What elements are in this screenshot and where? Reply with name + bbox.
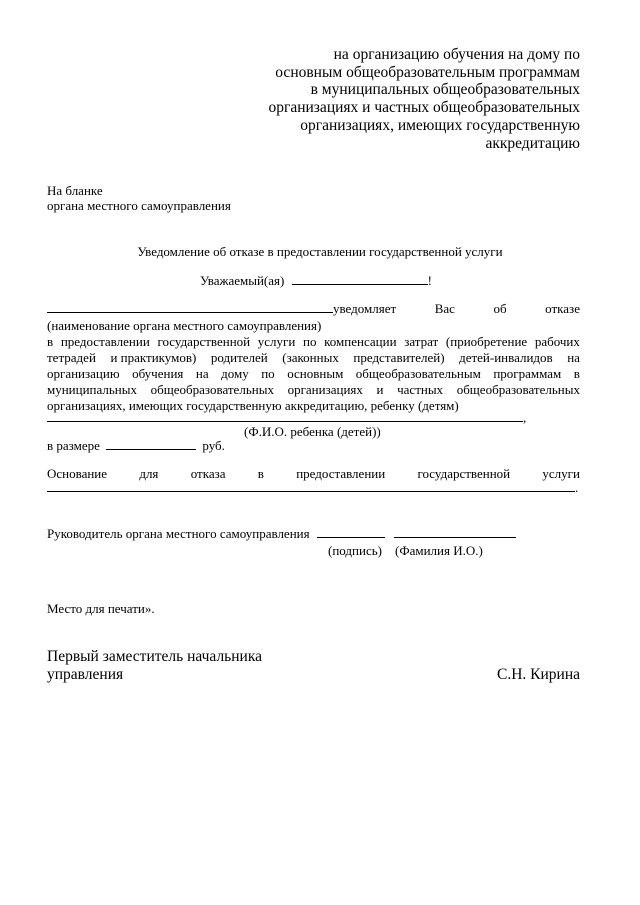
notify-row — [47, 301, 580, 316]
body-word: общеобразовательных — [150, 382, 274, 397]
reason-word: для — [139, 466, 159, 481]
org-caption: (наименование органа местного самоуправления) — [47, 318, 322, 333]
body-line — [47, 350, 580, 365]
reason-row — [47, 466, 580, 481]
reason-word: услуги — [542, 466, 580, 481]
name-caption: (Фамилия И.О.) — [395, 543, 483, 558]
notify-word: уведомляет — [333, 301, 397, 316]
blank-note — [47, 183, 231, 213]
body-word: в — [573, 366, 580, 381]
body-last-line: организациях, имеющих государственную аккредитацию, ребенку (детям) — [47, 398, 459, 413]
body-word: дому — [221, 366, 249, 381]
body-word: организацию — [47, 366, 120, 381]
child-name-blank — [47, 410, 523, 422]
stamp-place: Место для печати». — [47, 601, 155, 616]
amount-blank — [106, 438, 196, 450]
footer-signer: С.Н. Кирина — [496, 666, 580, 683]
notify-word: отказе — [545, 301, 580, 316]
blank-line: органа местного самоуправления — [47, 198, 231, 213]
header-block — [268, 46, 580, 152]
body-word: детей-инвалидов — [459, 350, 553, 365]
body-word: (законных — [282, 350, 339, 365]
sig-caption: (подпись) — [328, 543, 382, 558]
reason-word: в — [257, 466, 264, 481]
body-word: общеобразовательных — [456, 382, 580, 397]
position-line: управления — [47, 666, 124, 683]
body-word: организациях — [287, 382, 363, 397]
org-name-blank — [47, 301, 333, 313]
body-word: тетрадей — [47, 350, 96, 365]
body-word: общеобразовательным — [355, 366, 481, 381]
notify-word: Вас — [434, 301, 455, 316]
greeting-end: ! — [427, 273, 432, 288]
body-word: компенсации — [324, 334, 397, 349]
header-line: организациях, имеющих государственную — [300, 116, 580, 134]
body-word: основным — [287, 366, 344, 381]
reason-word: предоставлении — [296, 466, 386, 481]
body-word: на — [567, 350, 580, 365]
body-word: частных — [397, 382, 444, 397]
body-word: и — [376, 382, 384, 397]
header-line: в муниципальных общеобразовательных — [310, 81, 580, 99]
child-line-end: , — [523, 410, 527, 425]
recipient-name-blank — [292, 273, 428, 285]
reason-blank — [47, 480, 575, 492]
child-caption: (Ф.И.О. ребенка (детей)) — [244, 424, 381, 439]
amount-row — [47, 438, 225, 453]
document-title: Уведомление об отказе в предоставлении государственной услуги — [137, 244, 503, 259]
reason-line-end: . — [575, 480, 579, 495]
greeting-text: Уважаемый(ая) — [200, 273, 285, 288]
body-word: в — [47, 334, 54, 349]
reason-word: отказа — [190, 466, 226, 481]
body-line — [47, 366, 580, 381]
body-word: родителей — [210, 350, 268, 365]
header-line: на организацию обучения на дому по — [333, 46, 580, 63]
body-word: (приобретение — [445, 334, 528, 349]
amount-prefix: в размере — [47, 438, 100, 453]
body-word: предоставлении — [60, 334, 150, 349]
body-word: на — [195, 366, 209, 381]
body-word: обучения — [132, 366, 184, 381]
body-word: представителей) — [353, 350, 445, 365]
header-line: аккредитацию — [485, 134, 580, 152]
notify-word: об — [493, 301, 507, 316]
signature-blank — [317, 526, 385, 538]
reason-word: государственной — [417, 466, 511, 481]
header-line: организациях и частных общеобразовательных — [268, 99, 580, 117]
body-word: рабочих — [534, 334, 580, 349]
blank-line: На бланке — [47, 183, 103, 198]
body-line — [47, 334, 580, 349]
body-word: по — [303, 334, 317, 349]
child-name-row — [47, 410, 526, 425]
reason-word: Основание — [47, 466, 108, 481]
header-line: основным общеобразовательным программам — [275, 63, 580, 81]
body-word: услуги — [257, 334, 296, 349]
body-word: и практикумов) — [110, 350, 197, 365]
footer-position — [47, 648, 262, 684]
body-line — [47, 382, 580, 397]
greeting — [200, 273, 432, 288]
body-word: программам — [493, 366, 562, 381]
head-signature-row — [47, 526, 516, 541]
head-label: Руководитель органа местного самоуправления — [47, 526, 310, 541]
body-word: муниципальных — [47, 382, 138, 397]
body-word: затрат — [404, 334, 439, 349]
amount-suffix: руб. — [202, 438, 225, 453]
position-line: Первый заместитель начальника — [47, 648, 263, 665]
body-word: государственной — [157, 334, 251, 349]
reason-line-row — [47, 480, 578, 495]
full-name-blank — [394, 526, 516, 538]
body-word: по — [261, 366, 275, 381]
